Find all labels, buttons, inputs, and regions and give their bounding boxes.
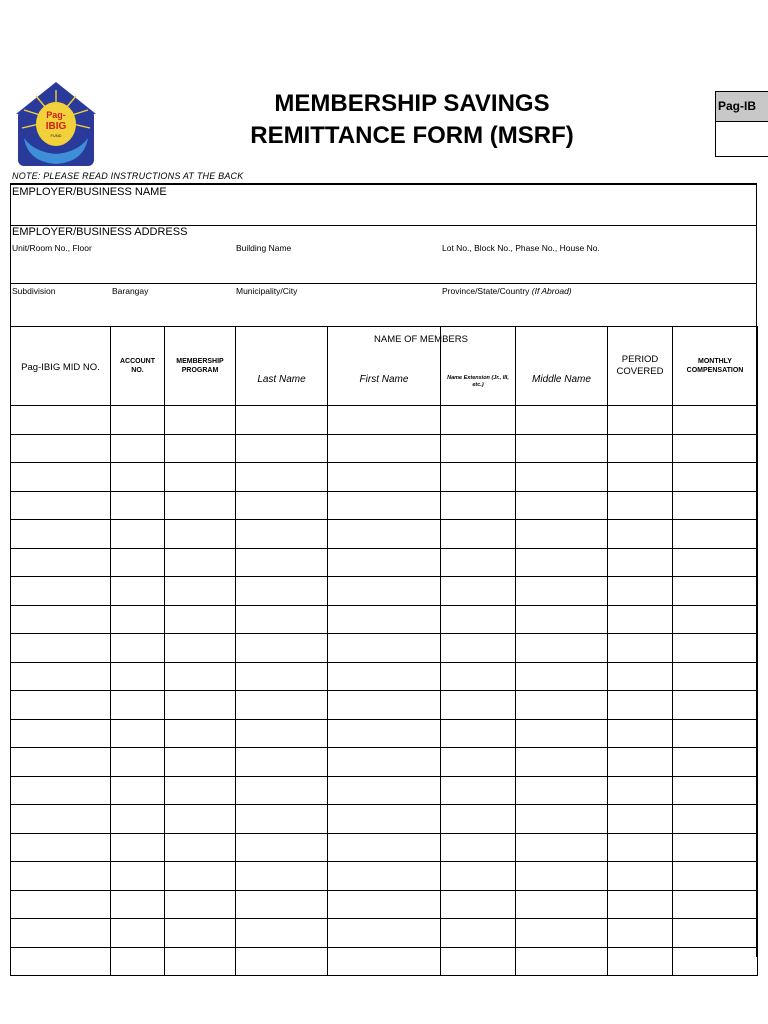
cell-first-name[interactable] xyxy=(328,833,441,862)
cell-period[interactable] xyxy=(608,947,673,976)
cell-account[interactable] xyxy=(111,434,165,463)
cell-program[interactable] xyxy=(165,719,236,748)
cell-last-name[interactable] xyxy=(236,463,328,492)
table-row xyxy=(11,520,758,549)
cell-compensation[interactable] xyxy=(673,406,758,435)
cell-mid[interactable] xyxy=(11,890,111,919)
cell-compensation[interactable] xyxy=(673,548,758,577)
cell-compensation[interactable] xyxy=(673,776,758,805)
cell-last-name[interactable] xyxy=(236,548,328,577)
employer-name-label: EMPLOYER/BUSINESS NAME xyxy=(12,186,167,198)
col-period-covered xyxy=(608,327,673,406)
cell-first-name[interactable] xyxy=(328,662,441,691)
cell-mid[interactable] xyxy=(11,548,111,577)
cell-compensation[interactable] xyxy=(673,662,758,691)
cell-program[interactable] xyxy=(165,577,236,606)
cell-period[interactable] xyxy=(608,520,673,549)
cell-program[interactable] xyxy=(165,605,236,634)
cell-first-name[interactable] xyxy=(328,434,441,463)
cell-first-name[interactable] xyxy=(328,862,441,891)
members-table xyxy=(10,326,758,976)
top-border xyxy=(10,183,757,185)
table-row xyxy=(11,548,758,577)
cell-last-name[interactable] xyxy=(236,776,328,805)
cell-name-ext[interactable] xyxy=(441,833,516,862)
cell-program[interactable] xyxy=(165,748,236,777)
cell-period[interactable] xyxy=(608,805,673,834)
table-row xyxy=(11,662,758,691)
cell-first-name[interactable] xyxy=(328,634,441,663)
cell-program[interactable] xyxy=(165,833,236,862)
cell-mid[interactable] xyxy=(11,776,111,805)
cell-account[interactable] xyxy=(111,719,165,748)
cell-account[interactable] xyxy=(111,833,165,862)
cell-period[interactable] xyxy=(608,548,673,577)
cell-mid[interactable] xyxy=(11,748,111,777)
cell-program[interactable] xyxy=(165,862,236,891)
cell-first-name[interactable] xyxy=(328,748,441,777)
cell-last-name[interactable] xyxy=(236,805,328,834)
cell-middle-name[interactable] xyxy=(516,919,608,948)
cell-program[interactable] xyxy=(165,890,236,919)
cell-program[interactable] xyxy=(165,520,236,549)
cell-mid[interactable] xyxy=(11,605,111,634)
cell-first-name[interactable] xyxy=(328,406,441,435)
cell-compensation[interactable] xyxy=(673,833,758,862)
cell-name-ext[interactable] xyxy=(441,748,516,777)
table-row xyxy=(11,890,758,919)
cell-last-name[interactable] xyxy=(236,634,328,663)
cell-first-name[interactable] xyxy=(328,577,441,606)
cell-program[interactable] xyxy=(165,634,236,663)
cell-account[interactable] xyxy=(111,605,165,634)
cell-program[interactable] xyxy=(165,662,236,691)
name-of-members-heading: NAME OF MEMBERS xyxy=(374,334,468,345)
cell-middle-name[interactable] xyxy=(516,748,608,777)
cell-compensation[interactable] xyxy=(673,748,758,777)
cell-program[interactable] xyxy=(165,548,236,577)
cell-name-ext[interactable] xyxy=(441,862,516,891)
col-period-line-2: COVERED xyxy=(616,366,664,377)
table-row xyxy=(11,748,758,777)
cell-middle-name[interactable] xyxy=(516,776,608,805)
cell-program[interactable] xyxy=(165,463,236,492)
table-row xyxy=(11,434,758,463)
barangay-label: Barangay xyxy=(112,286,149,296)
cell-compensation[interactable] xyxy=(673,719,758,748)
cell-last-name[interactable] xyxy=(236,577,328,606)
cell-name-ext[interactable] xyxy=(441,719,516,748)
table-row xyxy=(11,947,758,976)
cell-mid[interactable] xyxy=(11,833,111,862)
cell-first-name[interactable] xyxy=(328,890,441,919)
cell-mid[interactable] xyxy=(11,463,111,492)
table-row xyxy=(11,605,758,634)
cell-name-ext[interactable] xyxy=(441,691,516,720)
cell-account[interactable] xyxy=(111,748,165,777)
cell-account[interactable] xyxy=(111,491,165,520)
cell-compensation[interactable] xyxy=(673,434,758,463)
col-comp-line-2: COMPENSATION xyxy=(686,367,744,374)
cell-first-name[interactable] xyxy=(328,947,441,976)
cell-last-name[interactable] xyxy=(236,719,328,748)
cell-middle-name[interactable] xyxy=(516,577,608,606)
cell-mid[interactable] xyxy=(11,491,111,520)
cell-last-name[interactable] xyxy=(236,862,328,891)
cell-last-name[interactable] xyxy=(236,890,328,919)
cell-account[interactable] xyxy=(111,577,165,606)
cell-middle-name[interactable] xyxy=(516,406,608,435)
cell-mid[interactable] xyxy=(11,805,111,834)
table-row xyxy=(11,805,758,834)
col-membership-program xyxy=(165,327,236,406)
cell-period[interactable] xyxy=(608,776,673,805)
cell-compensation[interactable] xyxy=(673,605,758,634)
cell-account[interactable] xyxy=(111,691,165,720)
cell-program[interactable] xyxy=(165,776,236,805)
cell-mid[interactable] xyxy=(11,406,111,435)
cell-account[interactable] xyxy=(111,520,165,549)
col-account-no xyxy=(111,327,165,406)
cell-account[interactable] xyxy=(111,862,165,891)
table-row xyxy=(11,719,758,748)
col-account-line-2: NO. xyxy=(131,367,144,374)
cell-last-name[interactable] xyxy=(236,662,328,691)
unit-room-label: Unit/Room No., Floor xyxy=(12,243,92,253)
cell-first-name[interactable] xyxy=(328,605,441,634)
cell-middle-name[interactable] xyxy=(516,463,608,492)
table-row xyxy=(11,691,758,720)
cell-program[interactable] xyxy=(165,491,236,520)
cell-middle-name[interactable] xyxy=(516,434,608,463)
employer-address-label: EMPLOYER/BUSINESS ADDRESS xyxy=(12,226,188,238)
instruction-note: NOTE: PLEASE READ INSTRUCTIONS AT THE BACK xyxy=(12,171,244,181)
lot-block-label: Lot No., Block No., Phase No., House No. xyxy=(442,243,600,253)
table-row xyxy=(11,463,758,492)
cell-program[interactable] xyxy=(165,805,236,834)
cell-name-ext[interactable] xyxy=(441,548,516,577)
cell-name-ext[interactable] xyxy=(441,491,516,520)
cell-account[interactable] xyxy=(111,548,165,577)
cell-last-name[interactable] xyxy=(236,605,328,634)
cell-compensation[interactable] xyxy=(673,947,758,976)
cell-period[interactable] xyxy=(608,605,673,634)
cell-middle-name[interactable] xyxy=(516,520,608,549)
col-program-line-2: PROGRAM xyxy=(181,367,219,374)
cell-account[interactable] xyxy=(111,890,165,919)
cell-compensation[interactable] xyxy=(673,890,758,919)
logo-text-2: IBIG xyxy=(45,121,67,132)
cell-compensation[interactable] xyxy=(673,463,758,492)
col-monthly-compensation xyxy=(673,327,758,406)
cell-last-name[interactable] xyxy=(236,947,328,976)
cell-mid[interactable] xyxy=(11,520,111,549)
cell-last-name[interactable] xyxy=(236,491,328,520)
cell-account[interactable] xyxy=(111,463,165,492)
form-title-line-2: REMITTANCE FORM (MSRF) xyxy=(250,122,574,149)
divider-address xyxy=(10,283,757,284)
cell-name-ext[interactable] xyxy=(441,662,516,691)
cell-mid[interactable] xyxy=(11,634,111,663)
building-name-label: Building Name xyxy=(236,243,292,253)
logo-text-1: Pag- xyxy=(46,110,66,120)
cell-period[interactable] xyxy=(608,890,673,919)
cell-last-name[interactable] xyxy=(236,919,328,948)
cell-name-ext[interactable] xyxy=(441,805,516,834)
cell-first-name[interactable] xyxy=(328,919,441,948)
form-title-line-1: MEMBERSHIP SAVINGS xyxy=(274,90,550,117)
province-label xyxy=(442,286,572,296)
table-row xyxy=(11,406,758,435)
cell-compensation[interactable] xyxy=(673,520,758,549)
cell-mid[interactable] xyxy=(11,719,111,748)
cell-name-ext[interactable] xyxy=(441,634,516,663)
cell-account[interactable] xyxy=(111,406,165,435)
cell-compensation[interactable] xyxy=(673,491,758,520)
cell-compensation[interactable] xyxy=(673,634,758,663)
cell-compensation[interactable] xyxy=(673,805,758,834)
col-period-line-1: PERIOD xyxy=(621,354,659,365)
cell-period[interactable] xyxy=(608,833,673,862)
cell-period[interactable] xyxy=(608,634,673,663)
cell-middle-name[interactable] xyxy=(516,691,608,720)
cell-period[interactable] xyxy=(608,862,673,891)
cell-middle-name[interactable] xyxy=(516,947,608,976)
cell-period[interactable] xyxy=(608,491,673,520)
province-abroad-note: (If Abroad) xyxy=(531,286,572,296)
cell-name-ext[interactable] xyxy=(441,434,516,463)
table-row xyxy=(11,919,758,948)
cell-period[interactable] xyxy=(608,406,673,435)
cell-mid[interactable] xyxy=(11,947,111,976)
cell-period[interactable] xyxy=(608,919,673,948)
cell-account[interactable] xyxy=(111,662,165,691)
cell-period[interactable] xyxy=(608,577,673,606)
cell-name-ext[interactable] xyxy=(441,890,516,919)
cell-mid[interactable] xyxy=(11,662,111,691)
cell-program[interactable] xyxy=(165,947,236,976)
cell-name-ext[interactable] xyxy=(441,947,516,976)
cell-last-name[interactable] xyxy=(236,748,328,777)
cell-first-name[interactable] xyxy=(328,719,441,748)
cell-mid[interactable] xyxy=(11,577,111,606)
cell-account[interactable] xyxy=(111,634,165,663)
cell-program[interactable] xyxy=(165,406,236,435)
cell-mid[interactable] xyxy=(11,434,111,463)
cell-last-name[interactable] xyxy=(236,520,328,549)
cell-first-name[interactable] xyxy=(328,805,441,834)
cell-last-name[interactable] xyxy=(236,691,328,720)
cell-name-ext[interactable] xyxy=(441,463,516,492)
pag-ibig-tag-box xyxy=(715,91,768,157)
col-ext-line-1: Name Extension (Jr., III, xyxy=(447,375,509,381)
cell-program[interactable] xyxy=(165,919,236,948)
cell-first-name[interactable] xyxy=(328,776,441,805)
address-line-2-field[interactable] xyxy=(12,298,752,324)
cell-middle-name[interactable] xyxy=(516,862,608,891)
col-last-name-label: Last Name xyxy=(257,374,306,385)
cell-last-name[interactable] xyxy=(236,434,328,463)
table-row xyxy=(11,776,758,805)
cell-middle-name[interactable] xyxy=(516,548,608,577)
cell-name-ext[interactable] xyxy=(441,919,516,948)
table-row xyxy=(11,634,758,663)
cell-last-name[interactable] xyxy=(236,833,328,862)
cell-period[interactable] xyxy=(608,691,673,720)
cell-middle-name[interactable] xyxy=(516,833,608,862)
name-group-spacer xyxy=(235,350,607,351)
employer-name-field[interactable] xyxy=(12,200,752,222)
cell-first-name[interactable] xyxy=(328,691,441,720)
cell-first-name[interactable] xyxy=(328,548,441,577)
cell-program[interactable] xyxy=(165,691,236,720)
cell-compensation[interactable] xyxy=(673,862,758,891)
cell-program[interactable] xyxy=(165,434,236,463)
cell-middle-name[interactable] xyxy=(516,805,608,834)
cell-account[interactable] xyxy=(111,776,165,805)
col-middle-name-label: Middle Name xyxy=(532,374,591,385)
logo-text-3: FUND xyxy=(50,133,62,138)
cell-name-ext[interactable] xyxy=(441,605,516,634)
cell-middle-name[interactable] xyxy=(516,890,608,919)
cell-account[interactable] xyxy=(111,947,165,976)
cell-middle-name[interactable] xyxy=(516,491,608,520)
cell-mid[interactable] xyxy=(11,919,111,948)
cell-compensation[interactable] xyxy=(673,919,758,948)
cell-name-ext[interactable] xyxy=(441,520,516,549)
col-ext-line-2: etc.) xyxy=(472,382,484,388)
col-program-line-1: MEMBERSHIP xyxy=(176,358,224,365)
cell-account[interactable] xyxy=(111,919,165,948)
cell-period[interactable] xyxy=(608,463,673,492)
address-line-1-field[interactable] xyxy=(12,256,752,281)
cell-name-ext[interactable] xyxy=(441,577,516,606)
cell-period[interactable] xyxy=(608,748,673,777)
cell-name-ext[interactable] xyxy=(441,406,516,435)
cell-mid[interactable] xyxy=(11,691,111,720)
table-row xyxy=(11,862,758,891)
cell-period[interactable] xyxy=(608,434,673,463)
cell-mid[interactable] xyxy=(11,862,111,891)
subdivision-label: Subdivision xyxy=(12,286,56,296)
cell-compensation[interactable] xyxy=(673,577,758,606)
cell-middle-name[interactable] xyxy=(516,634,608,663)
cell-account[interactable] xyxy=(111,805,165,834)
cell-middle-name[interactable] xyxy=(516,662,608,691)
cell-name-ext[interactable] xyxy=(441,776,516,805)
cell-last-name[interactable] xyxy=(236,406,328,435)
cell-middle-name[interactable] xyxy=(516,605,608,634)
province-label-text: Province/State/Country xyxy=(442,286,530,296)
municipality-label: Municipality/City xyxy=(236,286,298,296)
cell-compensation[interactable] xyxy=(673,691,758,720)
table-row xyxy=(11,491,758,520)
col-mid-no-label: Pag-IBIG MID NO. xyxy=(21,362,100,373)
cell-middle-name[interactable] xyxy=(516,719,608,748)
col-comp-line-1: MONTHLY xyxy=(698,358,732,365)
form-title xyxy=(200,88,624,152)
table-row xyxy=(11,833,758,862)
col-account-line-1: ACCOUNT xyxy=(120,358,155,365)
cell-first-name[interactable] xyxy=(328,463,441,492)
col-first-name-label: First Name xyxy=(359,374,409,385)
table-row xyxy=(11,577,758,606)
col-mid-no xyxy=(11,327,111,406)
cell-period[interactable] xyxy=(608,662,673,691)
pag-ibig-logo xyxy=(14,80,98,168)
cell-first-name[interactable] xyxy=(328,491,441,520)
cell-first-name[interactable] xyxy=(328,520,441,549)
pag-ibig-tag-label: Pag-IB xyxy=(716,92,768,122)
cell-period[interactable] xyxy=(608,719,673,748)
